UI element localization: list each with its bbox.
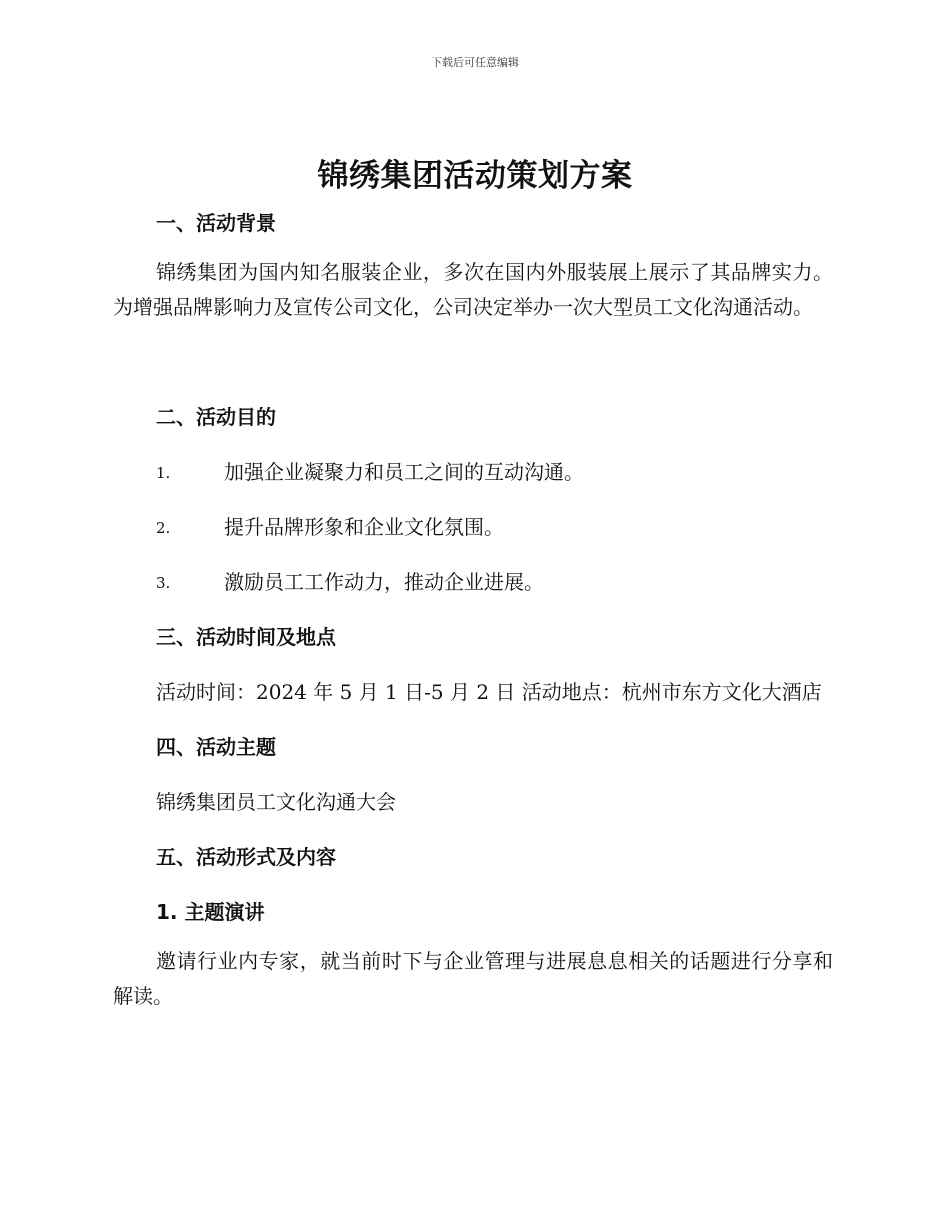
background-paragraph: 锦绣集团为国内知名服装企业，多次在国内外服装展上展示了其品牌实力。为增强品牌影响力及宣传公司文化，公司决定举办一次大型员工文化沟通活动。 [113,260,833,319]
list-number: 1. [156,464,171,482]
time-place-text: 活动时间：2024 年 5 月 1 日-5 月 2 日 活动地点：杭州市东方文化大酒店 [156,680,822,704]
keynote-paragraph: 邀请行业内专家，就当前时下与企业管理与进展息息相关的话题进行分享和解读。 [113,949,833,1008]
purpose-list-item [156,456,584,485]
list-number: 2. [156,519,171,537]
header-note: 下载后可任意编辑 [431,56,519,69]
section-heading-theme: 四、活动主题 [156,735,276,759]
section-heading-purpose: 二、活动目的 [156,405,276,429]
section-heading-background: 一、活动背景 [156,211,276,235]
list-item-text: 加强企业凝聚力和员工之间的互动沟通。 [224,460,584,484]
purpose-list-item [156,566,544,595]
sub-heading-keynote: 1. 主题演讲 [156,900,265,924]
list-item-text: 激励员工工作动力，推动企业进展。 [224,570,544,594]
theme-text: 锦绣集团员工文化沟通大会 [156,790,396,814]
section-heading-time-place: 三、活动时间及地点 [156,625,336,649]
section-heading-format: 五、活动形式及内容 [156,845,336,869]
purpose-list-item [156,511,504,540]
list-number: 3. [156,574,171,592]
document-title: 锦绣集团活动策划方案 [317,158,633,194]
list-item-text: 提升品牌形象和企业文化氛围。 [224,515,504,539]
